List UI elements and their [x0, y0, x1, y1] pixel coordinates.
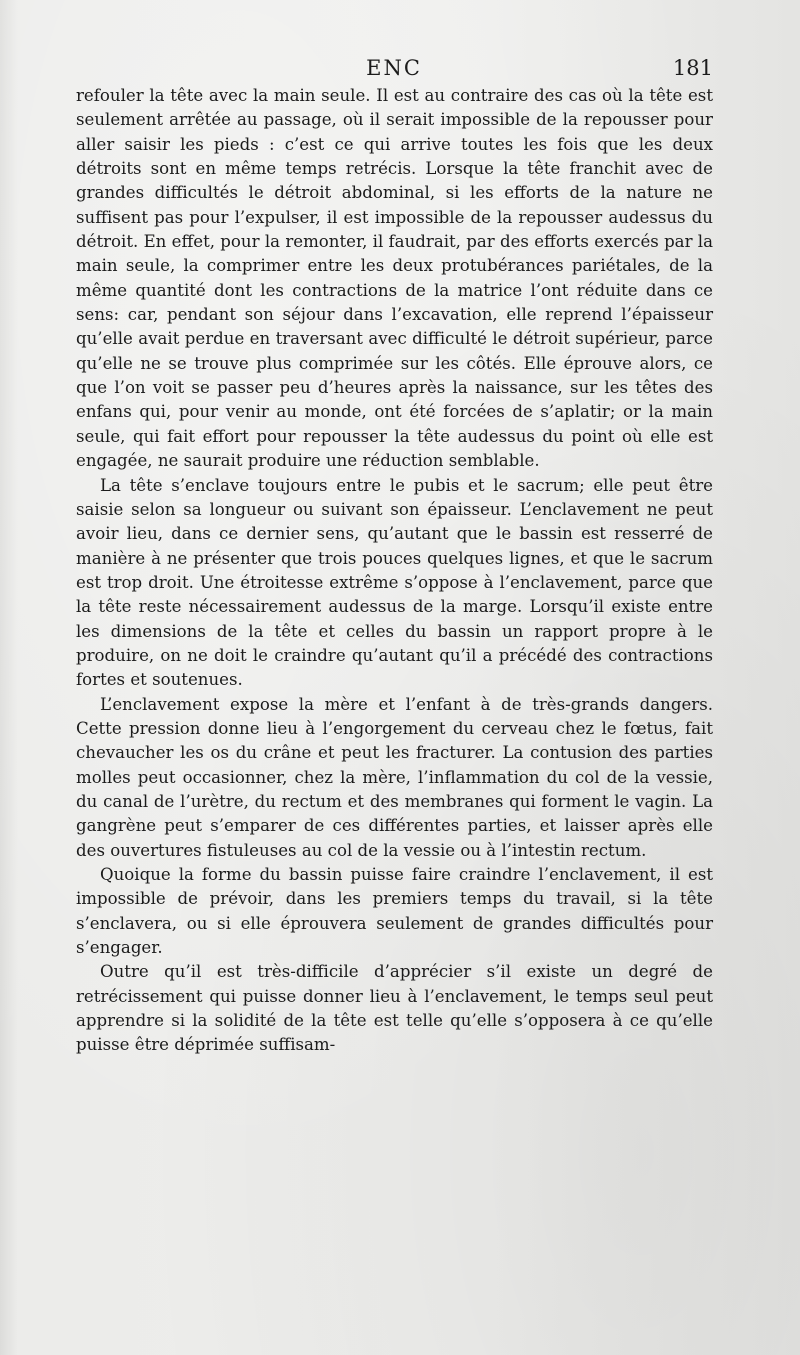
paragraph-5: Outre qu’il est très-difficile d’apprécier s’il existe un degré de retrécissement qui puisse donner lieu à l’enclavement, le temps seul peut apprendre si la solidité de la tête est telle qu’elle s’opposera à ce qu’elle puisse être déprimée suffisam-: [76, 962, 713, 1055]
body-text: [76, 84, 713, 1058]
paragraph-1: refouler la tête avec la main seule. Il est au contraire des cas où la tête est seulement arrêtée au passage, où il serait impossible de la repousser pour aller saisir les pieds : c’est ce qui arrive toutes les fois que les deux détroits sont en même temps retrécis. Lorsque la tête franchit avec de grandes difficultés le détroit abdominal, si les efforts de la nature ne suffisent pas pour l’expulser, il est impossible de la repousser audessus du détroit. En effet, pour la remonter, il faudrait, par des efforts exercés par la main seule, la comprimer entre les deux protubérances pariétales, de la même quantité dont les contractions de la matrice l’ont réduite dans ce sens: car, pendant son séjour dans l’excavation, elle reprend l’épaisseur qu’elle avait perdue en traversant avec difficulté le détroit supérieur, parce qu’elle ne se trouve plus comprimée sur les côtés. Elle éprouve alors, ce que l’on voit se passer peu d’heures après la naissance, sur les têtes des enfans qui, pour venir au monde, ont été forcées de s’aplatir; or la main seule, qui fait effort pour repousser la tête audessus du point où elle est engagée, ne saurait produire une réduction semblable.: [76, 86, 713, 471]
page-number: 181: [672, 56, 713, 80]
running-head: ENC: [366, 56, 422, 80]
paragraph-4: Quoique la forme du bassin puisse faire craindre l’enclavement, il est impossible de prévoir, dans les premiers temps du travail, si la tête s’enclavera, ou si elle éprouvera seulement de grandes difficultés pour s’engager.: [76, 865, 713, 958]
paragraph-3: L’enclavement expose la mère et l’enfant à de très-grands dangers. Cette pression donne lieu à l’engorgement du cerveau chez le fœtus, fait chevaucher les os du crâne et peut les fracturer. La contusion des parties molles peut occasionner, chez la mère, l’inflammation du col de la vessie, du canal de l’urètre, du rectum et des membranes qui forment le vagin. La gangrène peut s’emparer de ces différentes parties, et laisser après elle des ouvertures fistuleuses au col de la vessie ou à l’intestin rectum.: [76, 694, 713, 860]
paragraph-2: La tête s’enclave toujours entre le pubis et le sacrum; elle peut être saisie selon sa longueur ou suivant son épaisseur. L’enclavement ne peut avoir lieu, dans ce dernier sens, qu’autant que le bassin est resserré de manière à ne présenter que trois pouces quelques lignes, et que le sacrum est trop droit. Une étroitesse extrême s’oppose à l’enclavement, parce que la tête reste nécessairement audessus de la marge. Lorsqu’il existe entre les dimensions de la tête et celles du bassin un rapport propre à le produire, on ne doit le craindre qu’autant qu’il a précédé des contractions fortes et soutenues.: [76, 475, 713, 690]
